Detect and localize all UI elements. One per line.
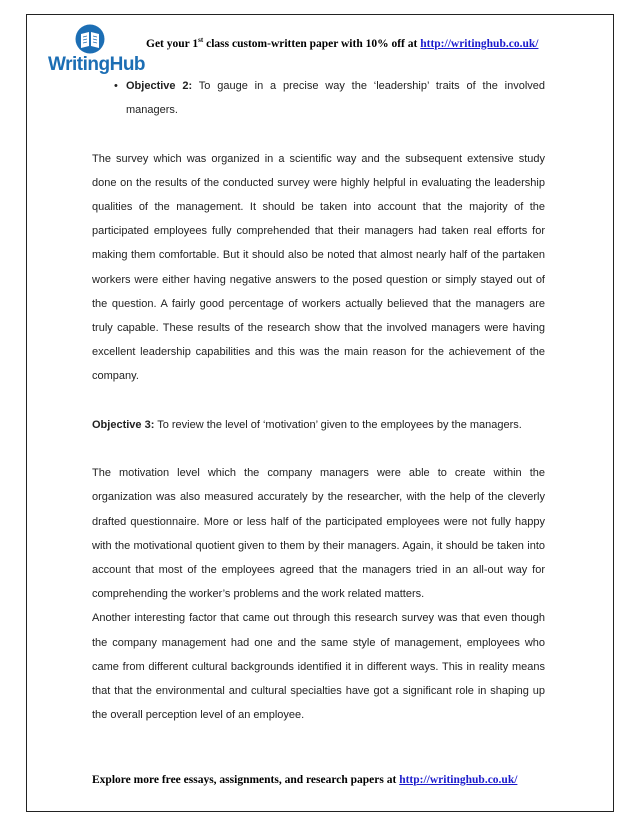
page-body (92, 74, 545, 727)
objective-3-text: To review the level of ‘motivation’ given to the employees by the managers. (154, 418, 522, 431)
footer-text: Explore more free essays, assignments, and research papers at (92, 774, 400, 786)
footer-promo (92, 774, 517, 786)
objective-3-line (92, 413, 545, 437)
objective-2-text: To gauge in a precise way the ‘leadership’ traits of the involved managers. (126, 80, 545, 117)
footer-link[interactable]: http://writinghub.co.uk/ (399, 774, 518, 786)
header-link[interactable]: http://writinghub.co.uk/ (420, 37, 539, 50)
objective-3-label: Objective 3: (92, 418, 155, 431)
promo-prefix: Get your 1 (146, 37, 199, 50)
paragraph-cultural-factor: Another interesting factor that came out through this research survey was that even though the company management had one and the same style of management, employees who came from different cultural backgrounds identified it in different ways. This in reality means that that the environmental and cultural specialties have got a significant role in shaping up the overall perception level of an employee. (92, 612, 545, 722)
header-promo (146, 36, 538, 50)
promo-superscript: st (198, 36, 204, 44)
logo-text-writing: Writing (48, 54, 110, 75)
logo-wordmark (48, 54, 145, 76)
promo-middle: class custom-written paper with 10% off at (203, 37, 421, 50)
book-badge-icon (73, 24, 107, 54)
paragraph-survey-results: The survey which was organized in a scientific way and the subsequent extensive study done on the results of the conducted survey were highly helpful in evaluating the leadership qualities of the management. It should be taken into account that the majority of the participated employees fully comprehended that their managers had taken real efforts for making them comfortable. But it should also be noted that almost nearly half of the partaken workers were either having negative answers to the posed question or simply stayed out of the question. A fairly good percentage of workers actually believed that the managers are truly capable. These results of the research show that the involved managers were having excellent leadership capabilities and this was the main reason for the achievement of the company. (92, 152, 545, 383)
paragraph-motivation: The motivation level which the company managers were able to create within the organization was also measured accurately by the researcher, with the help of the cleverly drafted questionnaire. More or less half of the participated employees were not fully happy with the motivational quotient given to them by their managers. Again, it should be taken into account that most of the employees agreed that the managers tried in an all-out way for comprehending the worker’s problems and the work related matters. (92, 467, 545, 601)
writinghub-logo[interactable] (48, 24, 146, 76)
logo-text-hub: Hub (109, 54, 146, 75)
objective-2-bullet (92, 74, 545, 122)
bullet-dot-icon: • (114, 80, 118, 92)
objective-2-label: Objective 2: (126, 80, 193, 92)
